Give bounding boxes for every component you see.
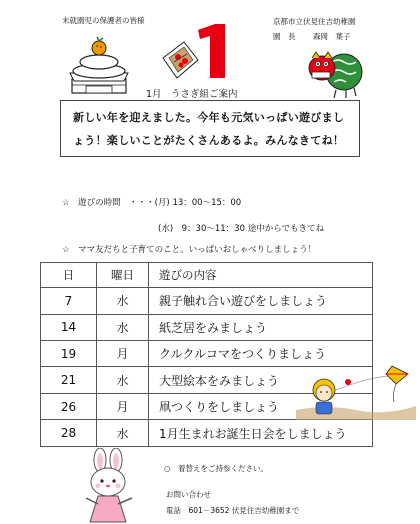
header-weekday: 曜日 [97, 263, 149, 288]
table-row [41, 420, 373, 447]
cell-day: 21 [41, 367, 97, 393]
school-name: 京都市立伏見住吉幼稚園 [273, 17, 356, 26]
cell-day: 28 [41, 420, 97, 447]
lion-dance-illustration [306, 40, 366, 100]
schedule-line-2: (水) 9：30～11：30 途中からでもきてね [158, 224, 325, 234]
kagami-mochi-illustration [66, 35, 132, 97]
cell-day: 26 [41, 393, 97, 419]
cell-activity: 紙芝居をみましょう [149, 314, 373, 340]
principal-role: 園 長 [273, 32, 296, 41]
cell-weekday: 水 [97, 288, 149, 314]
cell-activity: 1月生まれお誕生日会をしましょう [149, 420, 373, 447]
cell-weekday: 月 [97, 340, 149, 366]
cell-weekday: 水 [97, 314, 149, 340]
principal-name: 森岡 葉子 [313, 32, 351, 41]
header-day: 日 [41, 263, 97, 288]
cell-activity: クルクルコマをつくりましょう [149, 340, 373, 366]
big-number-one [195, 22, 231, 80]
plum-card-illustration [160, 38, 200, 82]
table-row [41, 314, 373, 340]
addressee-text: 未就園児の保護者の皆様 [62, 16, 145, 25]
schedule-line-1: ☆ 遊びの時間 ・・・(月) 13：00～15：00 [62, 198, 242, 208]
chat-note: ☆ ママ友だちと子育てのこと。いっぱいおしゃべりしましょう！ [62, 245, 317, 255]
cell-activity: 凧つくりをしましょう [149, 393, 373, 419]
intro-box [60, 100, 360, 157]
cell-day: 7 [41, 288, 97, 314]
cell-day: 19 [41, 340, 97, 366]
table-row [41, 288, 373, 314]
table-header-row [41, 263, 373, 288]
cell-weekday: 月 [97, 393, 149, 419]
cell-day: 14 [41, 314, 97, 340]
intro-line-1: 新しい年を迎えました。今年も元気いっぱい遊びまし [73, 111, 345, 124]
rabbit-illustration [78, 448, 142, 524]
contact-phone: 電話 601－3652 伏見住吉幼稚園まで [166, 506, 300, 515]
kite-child-illustration [296, 360, 416, 420]
cell-weekday: 水 [97, 420, 149, 447]
cell-activity: 親子触れ合い遊びをしましょう [149, 288, 373, 314]
header-activity: 遊びの内容 [149, 263, 373, 288]
intro-line-2: ょう！楽しいことがたくさんあるよ。みんなきてね！ [73, 134, 345, 147]
cell-activity: 大型絵本をみましょう [149, 367, 373, 393]
cell-weekday: 水 [97, 367, 149, 393]
bring-change-note: ○ 着替えをご持参ください。 [164, 464, 269, 473]
contact-label: お問い合わせ [166, 490, 211, 499]
page-title: 1月 うさぎ組ご案内 [146, 89, 238, 100]
